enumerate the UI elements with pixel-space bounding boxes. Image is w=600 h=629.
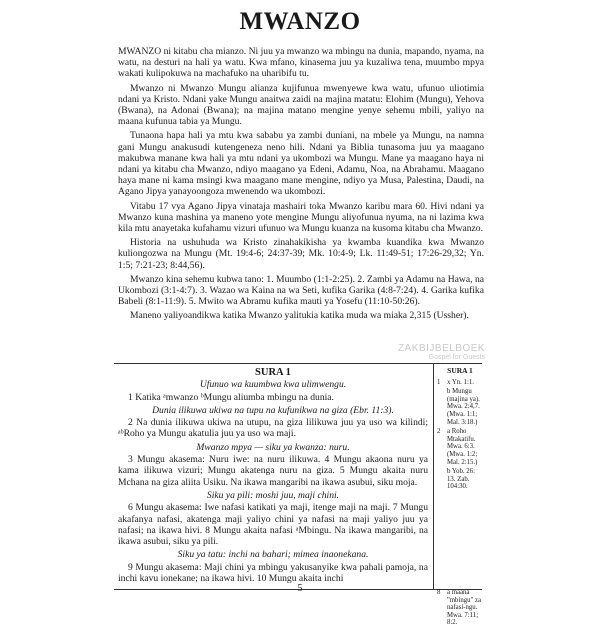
section-subheading: Dunia ilikuwa ukiwa na tupu na kufunikwa na giza (Ebr. 11:3). (152, 404, 394, 416)
note-text: a Roho Mtakatifu. Mwa. 6:3. (Mwa. 1:2; Mal. 2:15.) (447, 428, 478, 466)
cross-reference-note (437, 379, 483, 387)
note-verse-number: 2 (437, 428, 441, 436)
note-verse-number (437, 388, 447, 426)
note-text: b Mungu (majina ya). Mwa. 2:4,7. (Mwa. 1:1; Mal. 3:18.) (447, 388, 480, 426)
intro-paragraph: Maneno yaliyoandikwa katika Mwanzo yalitukia katika muda wa miaka 2,315 (Ussher). (130, 310, 469, 322)
verse-paragraph: 6 Mungu akasema: Iwe nafasi katikati ya maji, itenge maji na maji. 7 Mungu akafanya nafasi, akatenga maji yaliyo chini ya nafasi na maji yaliyo juu ya nafasi; na ikawa hivi. 8 Mungu akaita nafasi ᵃMbingu. Na ikawa mangaribi, na ikawa asubui, siku ya pili. (118, 502, 428, 548)
note-text: a maana "mbingu" za nafasi-ngu. Mwa. 7:11; 8:2. (447, 588, 482, 627)
chapter-heading: SURA 1 (255, 367, 291, 378)
watermark-sub: Gospel for Guests (428, 354, 486, 361)
intro-paragraph: Tunaona hapa hali ya mtu kwa sababu ya zambi duniani, na mbele ya Mungu, na namna gani Mungu anakusudi kutengeneza neno hili. Ndani ya Biblia tunasoma juu ya maagano makubwa manane kwa hali ya mtu ndani ya ukombozi wa Mungu. Mane ya maagano haya ni ndani ya kitabu cha Mwanzo, ndiyo maagano ya Edeni, Adamu, Noa, na Abrahamu. Maagano haya mane ni kama msingi kwa maagano mane mengine, ndiyo ya Musa, Palestina, Daudi, na Agano Jipya yanayoongoza mwenendo wa ukombozi. (118, 130, 484, 198)
section-subheading: Siku ya pili: moshi juu, maji chini. (206, 489, 340, 501)
section-subheading: Mwanzo mpya — siku ya kwanza: nuru. (196, 441, 350, 453)
watermark-main: ZAKBIJBELBOEK (398, 343, 486, 354)
intro-paragraph: Mwanzo kina sehemu kubwa tano: 1. Muumbo (1:1-2:25). 2. Zambi ya Adamu na Hawa, na Ukombozi (3:1-4:7). 3. Wazao wa Kaina na wa Seti, kufika Garika (4:8-7:24). 4. Garika kufika Babeli (8:1-11:9). 5. Mwito wa Abramu kufika mauti ya Yosefu (11:10-50:26). (118, 273, 484, 308)
cross-reference-note (437, 468, 483, 491)
section-subheading: Siku ya tatu: inchi na bahari; mimea inaonekana. (177, 549, 369, 561)
chapter-text (118, 367, 428, 586)
column-divider (433, 363, 434, 589)
note-verse-number (437, 468, 447, 491)
note-text: x Yn. 1:1. (447, 378, 474, 386)
section-subheading: Ufunuo wa kuumbwa kwa ulimwengu. (199, 379, 347, 391)
intro-paragraph: Vitabu 17 vya Agano Jipya vinataja mashairi toka Mwanzo karibu mara 60. Hivi ndani ya Mwanzo kuna mashina ya maneno yote mengine Mungu aliyofunua nyuma, na ni lazima kwa kila mtu anayetaka kufahamu vizuri ufunuo wa Mungu kuanza na kusoma kitabu cha Mwanzo. (118, 200, 484, 235)
note-verse-number: 8 (437, 588, 441, 596)
cross-reference-note (437, 388, 483, 426)
verse-paragraph: 2 Na dunia ilikuwa ukiwa na utupu, na giza lilikuwa juu ya uso wa kilindi; ᵃᵇRoho ya Mungu akatulia juu ya uso wa maji. (118, 417, 428, 440)
verse-paragraph: 1 Katika ᵃmwanzo ᵇMungu aliumba mbingu na dunia. (128, 391, 334, 403)
page-number: 5 (297, 583, 303, 594)
cross-reference-note (437, 428, 483, 466)
verse-paragraph: 3 Mungu akasema: Nuru iwe: na nuru ilikuwa. 4 Mungu akaona nuru ya kama ilikuwa vizuri; Mungu akatenga nuru na giza. 5 Mungu akaita nuru Mchana na giza aliita Usiku. Na ikawa mangaribi na ikawa asubui, siku moja. (118, 454, 428, 488)
top-rule (114, 363, 482, 364)
page-title: MWANZO (239, 8, 361, 35)
side-heading: SURA 1 (447, 366, 473, 375)
intro-paragraph: MWANZO ni kitabu cha mianzo. Ni juu ya mwanzo wa mbingu na dunia, mapando, nyama, na watu, na desturi na hali ya watu. Kwa mfano, kinasema juu ya kuzaliwa tena, muumbo mpya wakati kulipokuwa na machafuko na uharibifu tu. (118, 46, 484, 80)
introduction (118, 46, 484, 325)
note-verse-number: 1 (437, 378, 441, 386)
note-text: b Yob. 26: 13. Zab. 104:30. (447, 468, 475, 491)
intro-paragraph: Mwanzo ni Mwanzo Mungu alianza kujifunua mwenyewe kwa watu, ufunuo uliotimia ndani ya Kristo. Ndani yake Mungu anaitwa zaidi na majina matatu: Elohim (Mungu), Yehova (Bwana), na Adonai (Bwana); na majina matano mengine yenye sehemu mbili, yaliyo na maana kufunua tabia ya Mungu. (118, 82, 484, 128)
verse-paragraph: 9 Mungu akasema: Maji chini ya mbingu yakusanyike kwa pahali pamoja, na inchi kavu ionekane; na ikawa hivi. 10 Mungu akaita inchi (118, 561, 428, 585)
watermark (398, 344, 485, 362)
cross-reference-note (437, 589, 483, 627)
intro-paragraph: Historia na ushuhuda wa Kristo zinahakikisha ya kwamba kuandika kwa Mwanzo kuliongozwa na Mungu (Mt. 19:4-6; 24:37-39; Mk. 10:4-9; Lk. 11:49-51; 17:26-29,32; Yn. 1:5; 7:21-23; 8:44,56). (118, 237, 484, 271)
